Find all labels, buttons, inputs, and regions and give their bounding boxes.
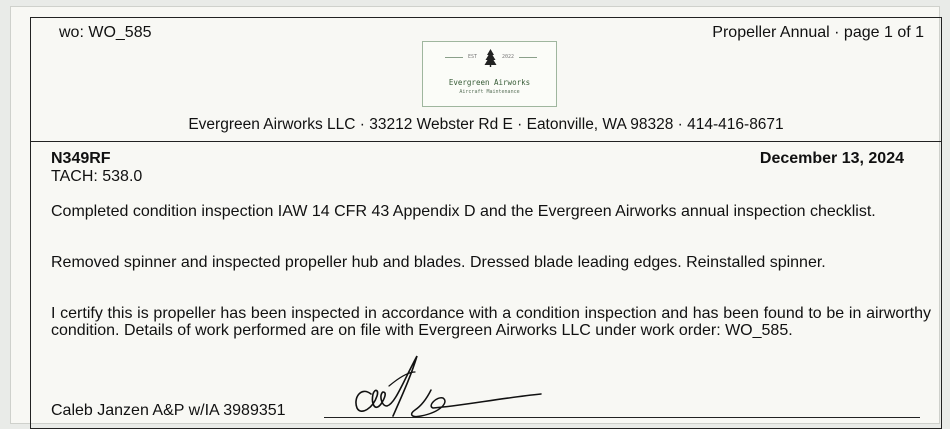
certification-statement: I certify this is propeller has been inspected in accordance with a condition inspection and has been found to be in airworthy condition. Details of work performed are on file with Evergreen Airworks LLC under work order: WO_585. <box>51 305 931 339</box>
entry-date: December 13, 2024 <box>759 150 904 167</box>
entry-frame <box>30 17 942 429</box>
page-info: Propeller Annual · page 1 of 1 <box>712 24 924 41</box>
entry-paragraph: Completed condition inspection IAW 14 CFR 43 Appendix D and the Evergreen Airworks annual inspection checklist. <box>51 203 876 220</box>
company-address-line: Evergreen Airworks LLC · 33212 Webster Rd E · Eatonville, WA 98328 · 414-416-8671 <box>188 116 784 133</box>
tail-number: N349RF <box>51 150 111 167</box>
logo-rule-right <box>519 57 537 58</box>
logo-tagline: Aircraft Maintenance <box>459 89 520 95</box>
logo-name: Evergreen Airworks <box>448 78 531 87</box>
pine-tree-icon <box>423 49 558 67</box>
logo-est: EST <box>468 54 478 60</box>
company-logo <box>422 41 557 107</box>
work-order-label: wo: WO_585 <box>59 24 152 41</box>
header-divider <box>31 141 941 142</box>
signer-name: Caleb Janzen A&P w/IA 3989351 <box>51 402 286 419</box>
handwritten-signature <box>331 346 561 426</box>
logo-year: 2022 <box>502 54 515 60</box>
entry-paragraph: Removed spinner and inspected propeller hub and blades. Dressed blade leading edges. Reinstalled spinner. <box>51 254 826 271</box>
tach-reading: TACH: 538.0 <box>51 168 143 185</box>
logbook-sheet <box>10 6 940 424</box>
